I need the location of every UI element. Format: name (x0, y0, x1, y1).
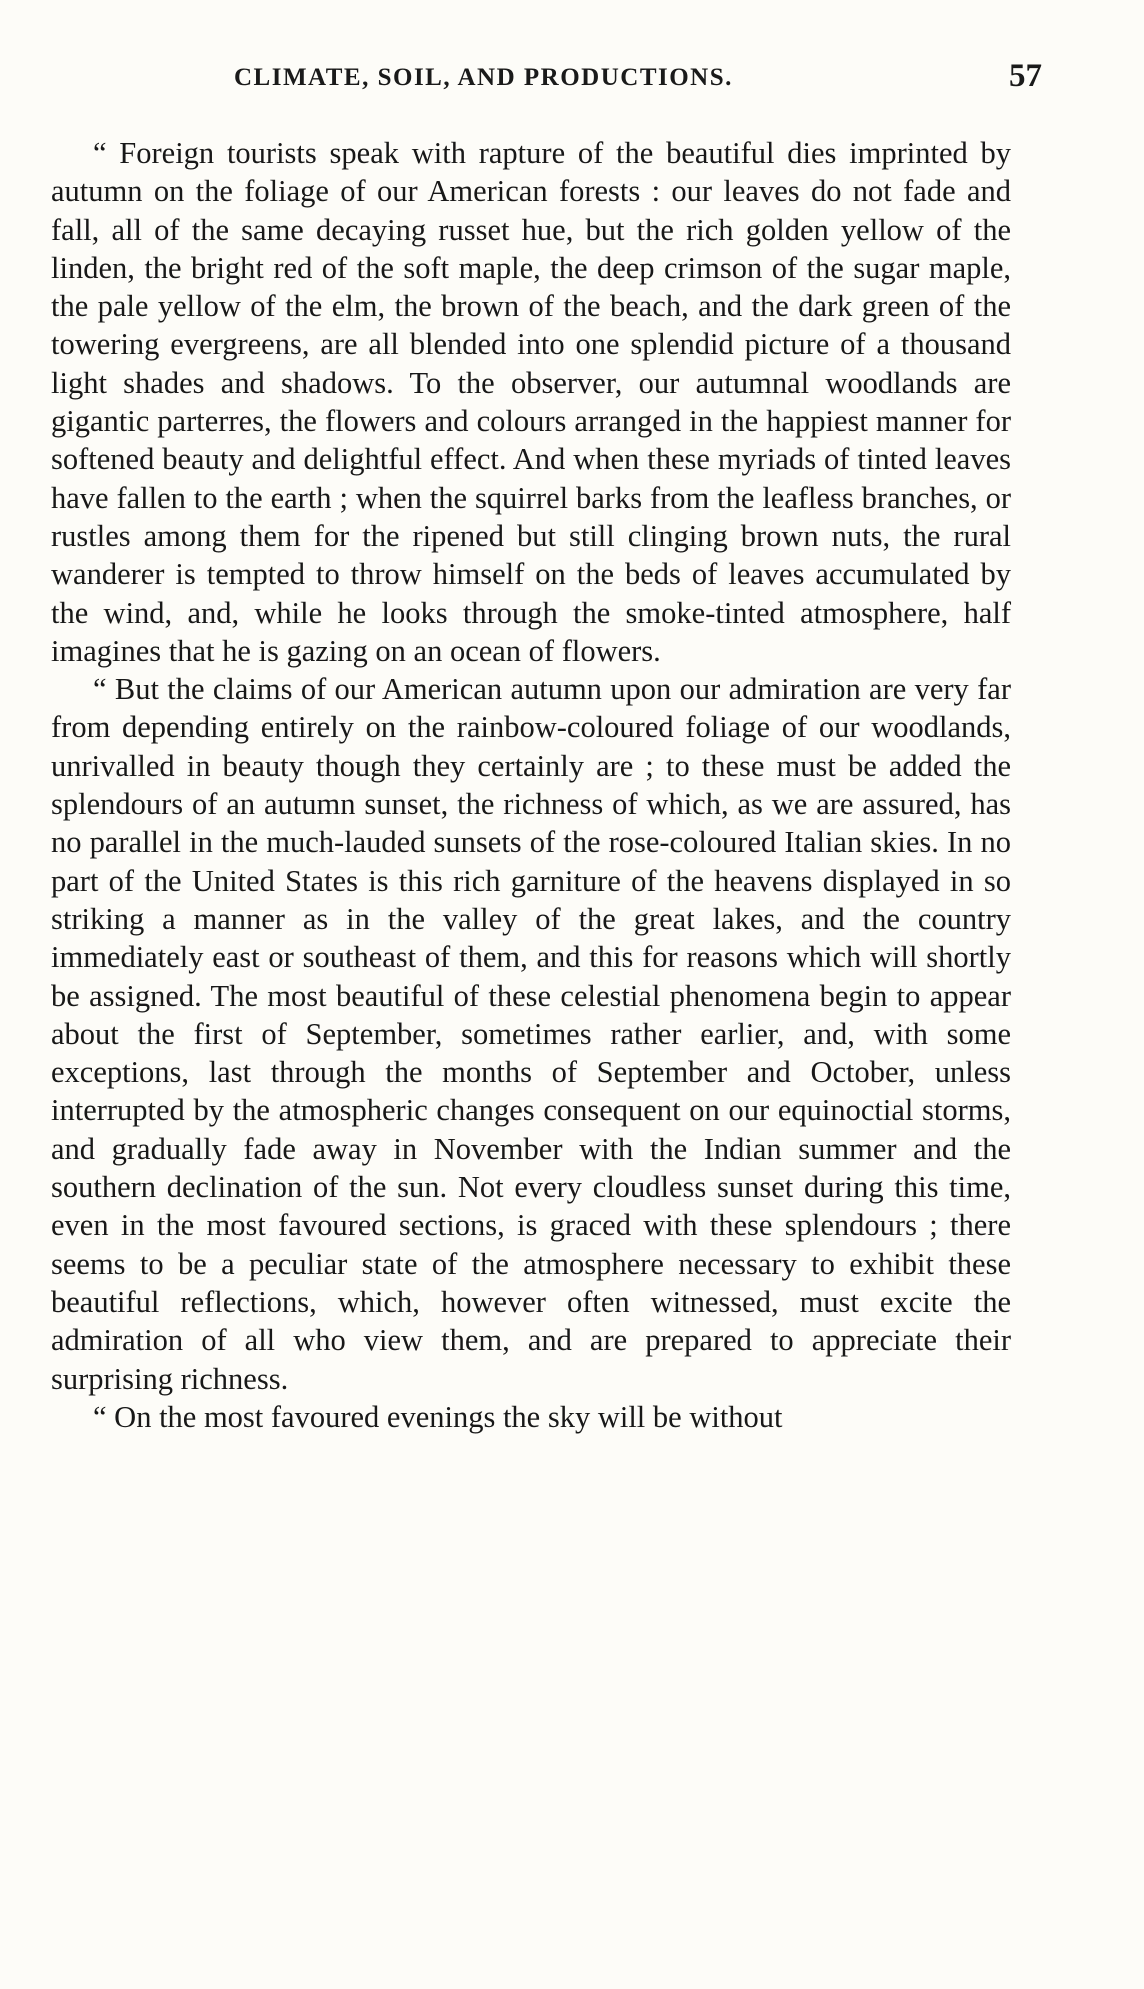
page-header (234, 58, 1042, 98)
page-number: 57 (1009, 58, 1042, 94)
body-text (51, 134, 1011, 1436)
running-head: CLIMATE, SOIL, AND PRODUCTIONS. (234, 64, 733, 91)
paragraph-favoured-evenings: “ On the most favoured evenings the sky will be without (93, 1399, 783, 1434)
paragraph-american-autumn: “ But the claims of our American autumn upon our admiration are very far from depending entirely on the rainbow-coloured foliage of our woodlands, unrivalled in beauty though they certainly are ; to these must be added the splendours of an autumn sunset, the richness of which, as we are assured, has no parallel in the much-lauded sunsets of the rose-coloured Italian skies. In no part of the United States is this rich garniture of the heavens displayed in so striking a manner as in the valley of the great lakes, and the country immediately east or southeast of them, and this for reasons which will shortly be assigned. The most beautiful of these celestial phenomena begin to appear about the first of September, sometimes rather earlier, and, with some exceptions, last through the months of September and October, unless interrupted by the atmospheric changes consequent on our equinoctial storms, and gradually fade away in November with the Indian summer and the southern declination of the sun. Not every cloudless sunset during this time, even in the most favoured sections, is graced with these splendours ; there seems to be a peculiar state of the atmosphere necessary to exhibit these beautiful reflections, which, however often witnessed, must excite the admiration of all who view them, and are prepared to appreciate their surprising richness. (51, 672, 1011, 1396)
paragraph-foreign-tourists: “ Foreign tourists speak with rapture of the beautiful dies imprinted by autumn on the foliage of our American forests : our leaves do not fade and fall, all of the same decaying russet hue, but the rich golden yellow of the linden, the bright red of the soft maple, the deep crimson of the sugar maple, the pale yellow of the elm, the brown of the beach, and the dark green of the towering evergreens, are all blended into one splendid picture of a thousand light shades and shadows. To the observer, our autumnal woodlands are gigantic parterres, the flowers and colours arranged in the happiest manner for softened beauty and delightful effect. And when these myriads of tinted leaves have fallen to the earth ; when the squirrel barks from the leafless branches, or rustles among them for the ripened but still clinging brown nuts, the rural wanderer is tempted to throw himself on the beds of leaves accumulated by the wind, and, while he looks through the smoke-tinted atmosphere, half imagines that he is gazing on an ocean of flowers. (51, 136, 1011, 668)
